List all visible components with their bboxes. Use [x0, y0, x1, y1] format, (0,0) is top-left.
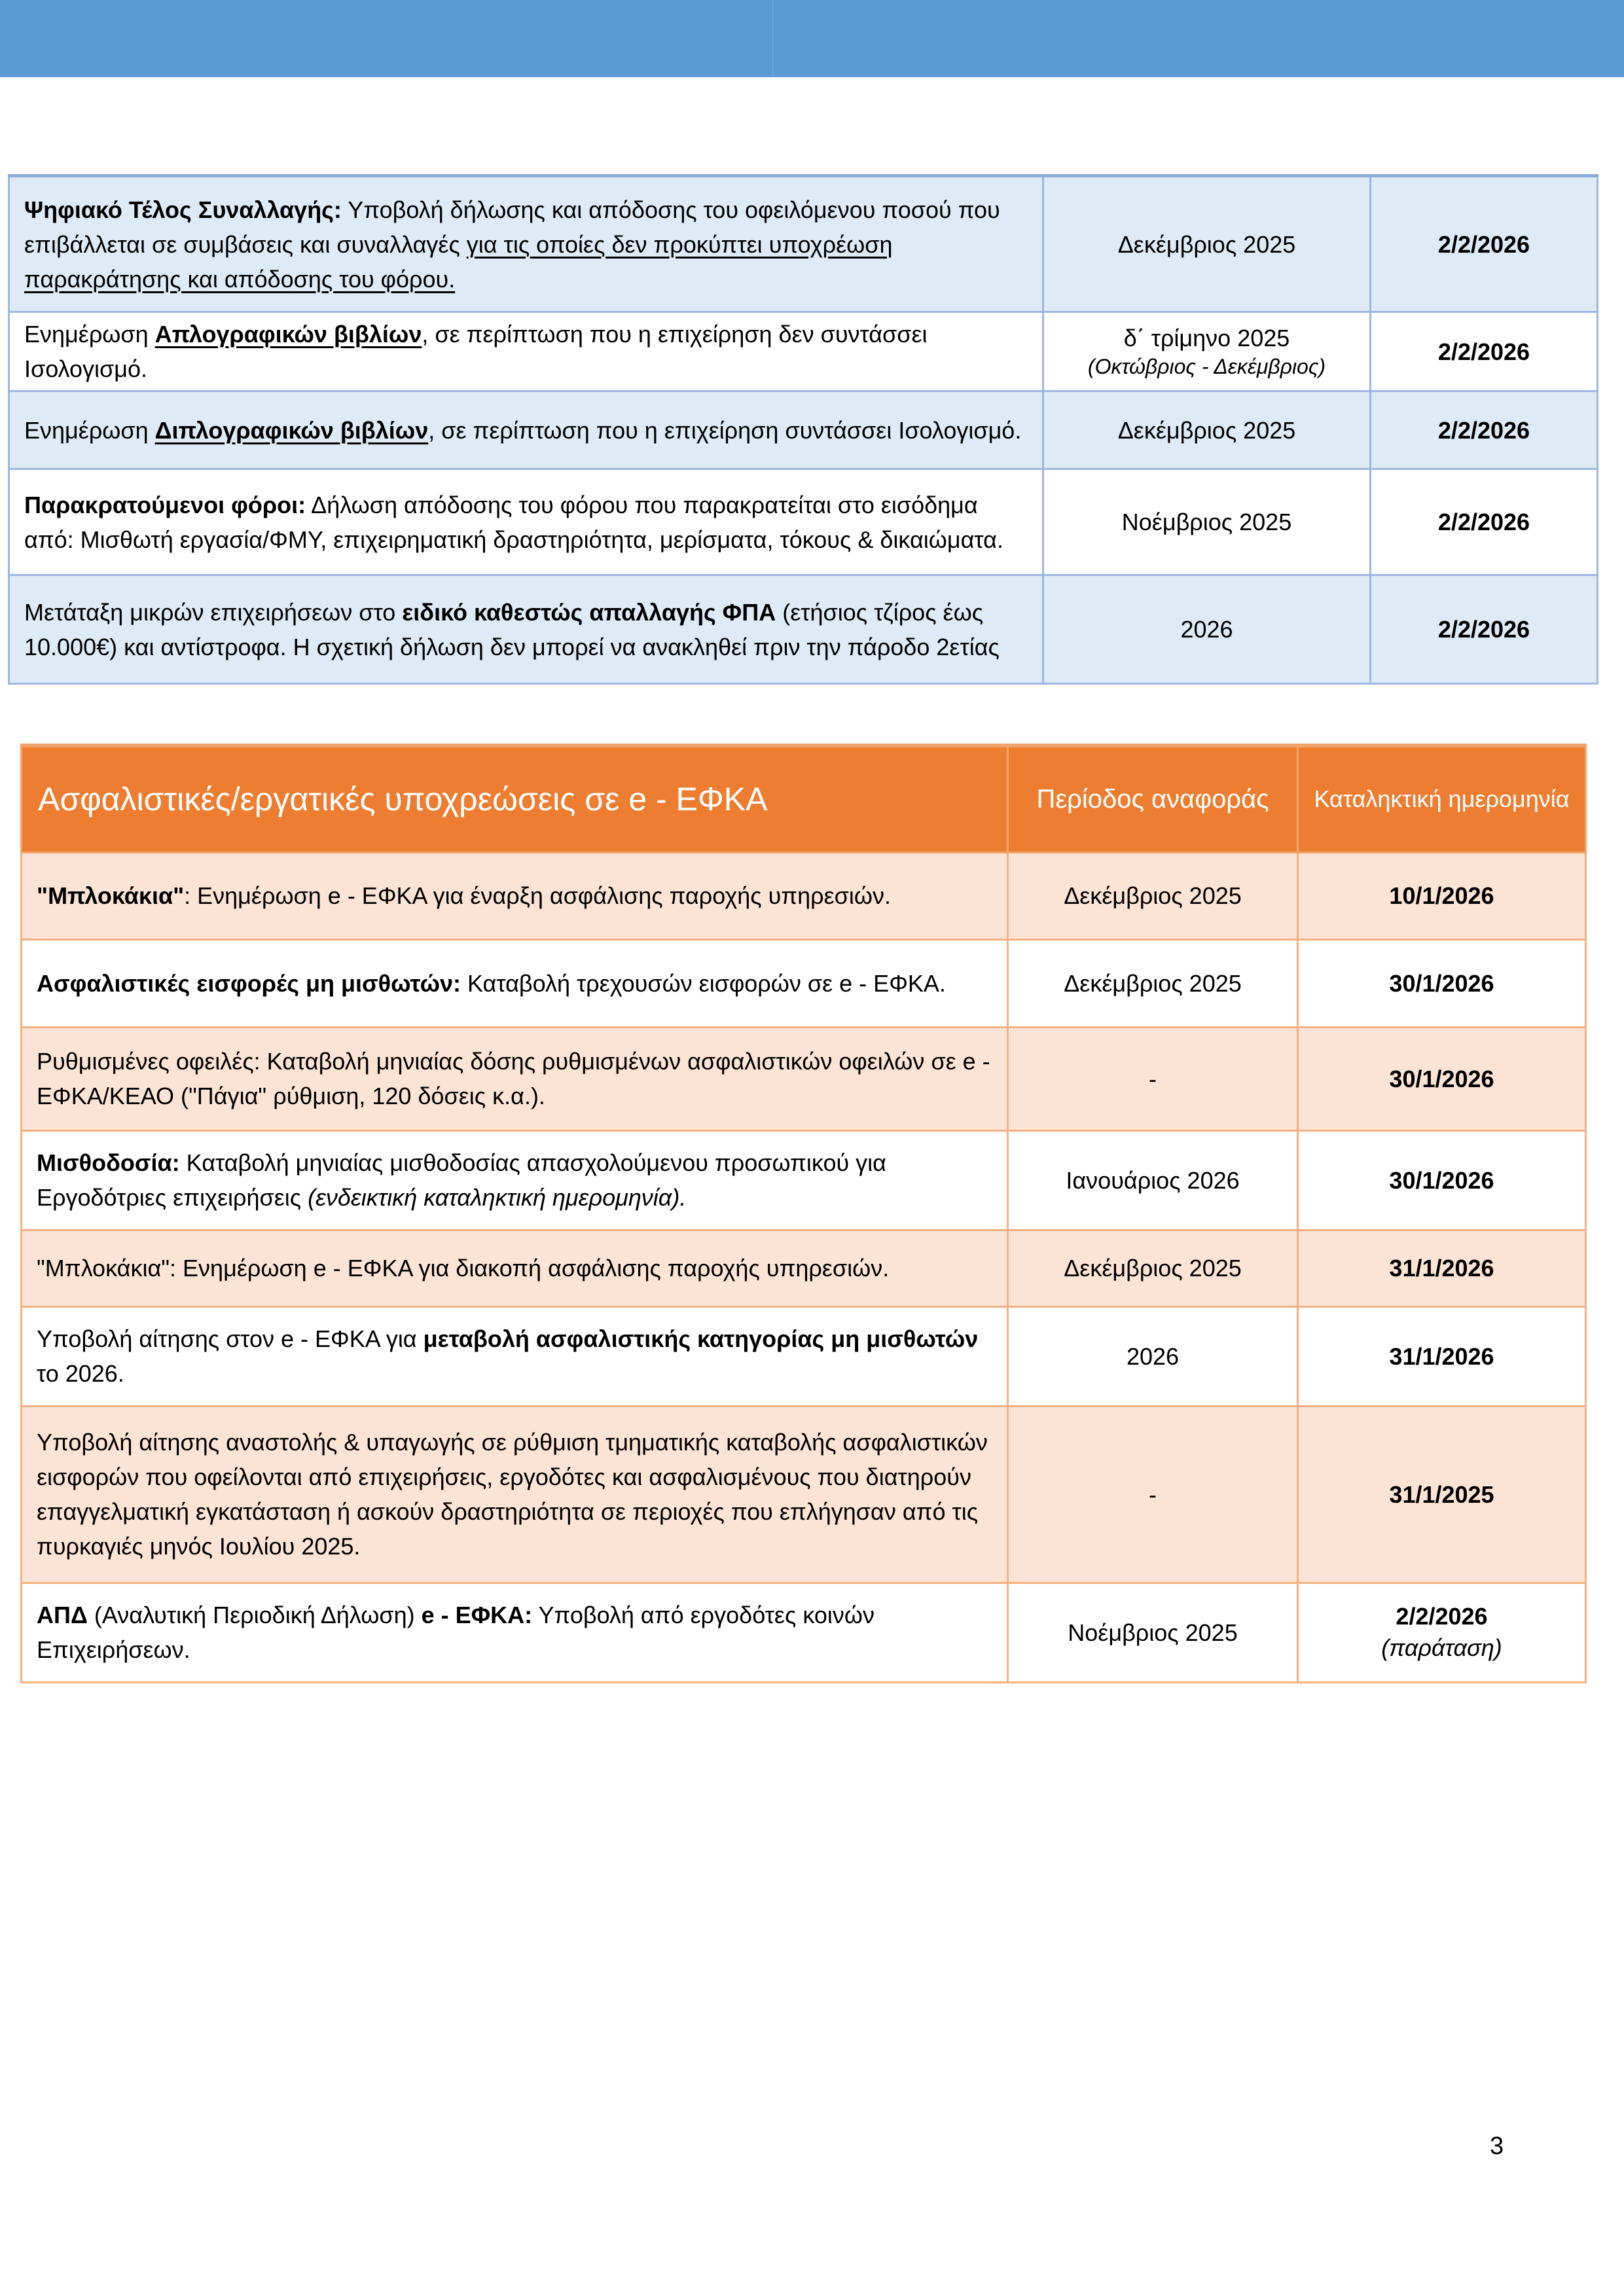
header-divider: [772, 0, 774, 77]
table-title: Ασφαλιστικές/εργατικές υποχρεώσεις σε e - ΕΦΚΑ: [22, 745, 1008, 852]
obligation-cell: [22, 1306, 1008, 1406]
table-row: [22, 1583, 1586, 1682]
obligation-title: "Μπλοκάκια": [37, 882, 185, 909]
obligation-text: Υποβολή από εργοδότες κοινών Επιχειρήσεων.: [37, 1602, 875, 1663]
obligation-text: Καταβολή μηνιαίας μισθοδοσίας απασχολούμενου προσωπικού για Εργοδότριες επιχειρήσεις: [37, 1149, 886, 1211]
obligation-text: , σε περίπτωση που η επιχείρηση συντάσσει Ισολογισμό.: [428, 416, 1022, 444]
table-row: [22, 1130, 1586, 1230]
table-row: [9, 312, 1598, 391]
column-header-period: Περίοδος αναφοράς: [1008, 745, 1298, 852]
obligation-cell: [9, 391, 1043, 469]
header-bar: [0, 0, 1624, 77]
obligation-text: Ενημέρωση: [24, 416, 155, 444]
deadline-cell: 31/1/2025: [1298, 1406, 1586, 1583]
obligation-text: Υποβολή δήλωσης και απόδοσης του οφειλόμενου ποσού που επιβάλλεται σε συμβάσεις και συναλλαγές: [24, 196, 1000, 258]
period-note: (Οκτώβριος - Δεκέμβριος): [1087, 355, 1326, 378]
deadline-cell: 31/1/2026: [1298, 1230, 1586, 1306]
obligation-text: (Αναλυτική Περιοδική Δήλωση): [87, 1602, 422, 1628]
period-cell: Δεκέμβριος 2025: [1008, 1230, 1298, 1306]
deadline-cell: 30/1/2026: [1298, 1130, 1586, 1230]
obligation-cell: [9, 469, 1043, 575]
obligation-cell: [22, 1130, 1008, 1230]
deadline-cell: 2/2/2026: [1371, 575, 1598, 684]
page-number: 3: [1490, 2132, 1504, 2160]
period-value: δ΄ τρίμηνο 2025: [1123, 325, 1290, 351]
deadline-value: 2/2/2026: [1396, 1603, 1488, 1630]
obligation-text: Δήλωση απόδοσης του φόρου που παρακρατείται στο εισόδημα από: Μισθωτή εργασία/ΦΜΥ, επιχειρηματική δραστηριότητα, μερίσματα, τόκους & δικαιώματα.: [24, 491, 1003, 553]
obligation-title: μεταβολή ασφαλιστικής κατηγορίας μη μισθωτών: [423, 1325, 979, 1352]
period-cell: -: [1008, 1406, 1298, 1583]
obligation-title: Διπλογραφικών βιβλίων: [154, 416, 429, 444]
obligation-title: Απλογραφικών βιβλίων: [154, 321, 422, 348]
obligation-title: Ασφαλιστικές εισφορές μη μισθωτών:: [37, 969, 461, 997]
period-cell: Δεκέμβριος 2025: [1043, 176, 1371, 312]
period-cell: Δεκέμβριος 2025: [1008, 939, 1298, 1027]
obligation-title: ειδικό καθεστώς απαλλαγής ΦΠΑ: [402, 598, 776, 626]
period-cell: 2026: [1043, 575, 1371, 684]
period-cell: Νοέμβριος 2025: [1008, 1583, 1298, 1682]
obligation-text: (ετήσιος τζίρος έως 10.000€) και αντίστροφα. Η σχετική δήλωση δεν μπορεί να ανακληθεί πριν την πάροδο 2ετίας: [24, 598, 1000, 660]
period-cell: Δεκέμβριος 2025: [1008, 852, 1298, 939]
table-row: [22, 1306, 1586, 1406]
obligation-text: το 2026.: [37, 1360, 124, 1387]
obligation-cell: [9, 176, 1043, 312]
obligation-cell: [22, 852, 1008, 939]
column-header-deadline: Καταληκτική ημερομηνία: [1298, 745, 1586, 852]
obligation-title: Παρακρατούμενοι φόροι:: [24, 491, 306, 518]
table-row: [22, 1406, 1586, 1583]
efka-obligations-table: [20, 744, 1587, 1683]
deadline-cell: 10/1/2026: [1298, 852, 1586, 939]
obligation-text: Ενημέρωση: [24, 321, 155, 348]
obligation-title: Μισθοδοσία:: [37, 1149, 180, 1176]
obligation-text: Μετάταξη μικρών επιχειρήσεων στο: [24, 598, 403, 626]
deadline-cell: 2/2/2026: [1371, 391, 1598, 469]
table-row: [22, 1230, 1586, 1306]
period-cell: 2026: [1008, 1306, 1298, 1406]
obligation-cell: Υποβολή αίτησης αναστολής & υπαγωγής σε ρύθμιση τμηματικής καταβολής ασφαλιστικών εισφορών που οφείλονται από επιχειρήσεις, εργοδότες και ασφαλισμένους που διατηρούν επαγγελματική εγκατάσταση ή ασκούν δραστηριότητα σε περιοχές που επλήγησαν από τις πυρκαγιές μηνός Ιουλίου 2025.: [22, 1406, 1008, 1583]
tax-obligations-table: [8, 174, 1598, 685]
obligation-text: Υποβολή αίτησης στον e - ΕΦΚΑ για: [37, 1325, 424, 1352]
obligation-note: (ενδεικτική καταληκτική ημερομηνία).: [308, 1184, 687, 1211]
table-row: [22, 852, 1586, 939]
table-row: [9, 575, 1598, 684]
table-row: [9, 391, 1598, 469]
period-cell: [1043, 312, 1371, 391]
obligation-cell: "Μπλοκάκια": Ενημέρωση e - ΕΦΚΑ για διακοπή ασφάλισης παροχής υπηρεσιών.: [22, 1230, 1008, 1306]
table-header-row: [22, 745, 1586, 852]
deadline-cell: 2/2/2026: [1371, 469, 1598, 575]
obligation-title: e - ΕΦΚΑ:: [421, 1602, 533, 1628]
period-cell: Δεκέμβριος 2025: [1043, 391, 1371, 469]
deadline-cell: 2/2/2026: [1371, 176, 1598, 312]
table-row: [22, 939, 1586, 1027]
obligation-cell: [22, 1583, 1008, 1682]
table-row: [9, 176, 1598, 312]
obligation-cell: [9, 312, 1043, 391]
obligation-title: Ψηφιακό Τέλος Συναλλαγής:: [24, 196, 342, 223]
obligation-cell: [9, 575, 1043, 684]
table-row: [9, 469, 1598, 575]
obligation-text: , σε περίπτωση που η επιχείρηση δεν συντάσσει Ισολογισμό.: [24, 321, 928, 382]
deadline-cell: 31/1/2026: [1298, 1306, 1586, 1406]
obligation-cell: [22, 939, 1008, 1027]
obligation-underlined-text: για τις οποίες δεν προκύπτει υποχρέωση παρακράτησης και απόδοσης του φόρου.: [24, 230, 893, 293]
deadline-cell: [1298, 1583, 1586, 1682]
period-cell: Ιανουάριος 2026: [1008, 1130, 1298, 1230]
table-row: [22, 1027, 1586, 1130]
period-cell: -: [1008, 1027, 1298, 1130]
deadline-cell: 30/1/2026: [1298, 1027, 1586, 1130]
obligation-cell: Ρυθμισμένες οφειλές: Καταβολή μηνιαίας δόσης ρυθμισμένων ασφαλιστικών οφειλών σε e - ΕΦΚΑ/ΚΕΑΟ ("Πάγια" ρύθμιση, 120 δόσεις κ.α.).: [22, 1027, 1008, 1130]
deadline-cell: 2/2/2026: [1371, 312, 1598, 391]
obligation-text: : Ενημέρωση e - ΕΦΚΑ για έναρξη ασφάλισης παροχής υπηρεσιών.: [184, 882, 891, 909]
deadline-note: (παράταση): [1381, 1634, 1502, 1661]
obligation-title: ΑΠΔ: [37, 1602, 88, 1628]
period-cell: Νοέμβριος 2025: [1043, 469, 1371, 575]
deadline-cell: 30/1/2026: [1298, 939, 1586, 1027]
obligation-text: Καταβολή τρεχουσών εισφορών σε e - ΕΦΚΑ.: [460, 969, 946, 997]
